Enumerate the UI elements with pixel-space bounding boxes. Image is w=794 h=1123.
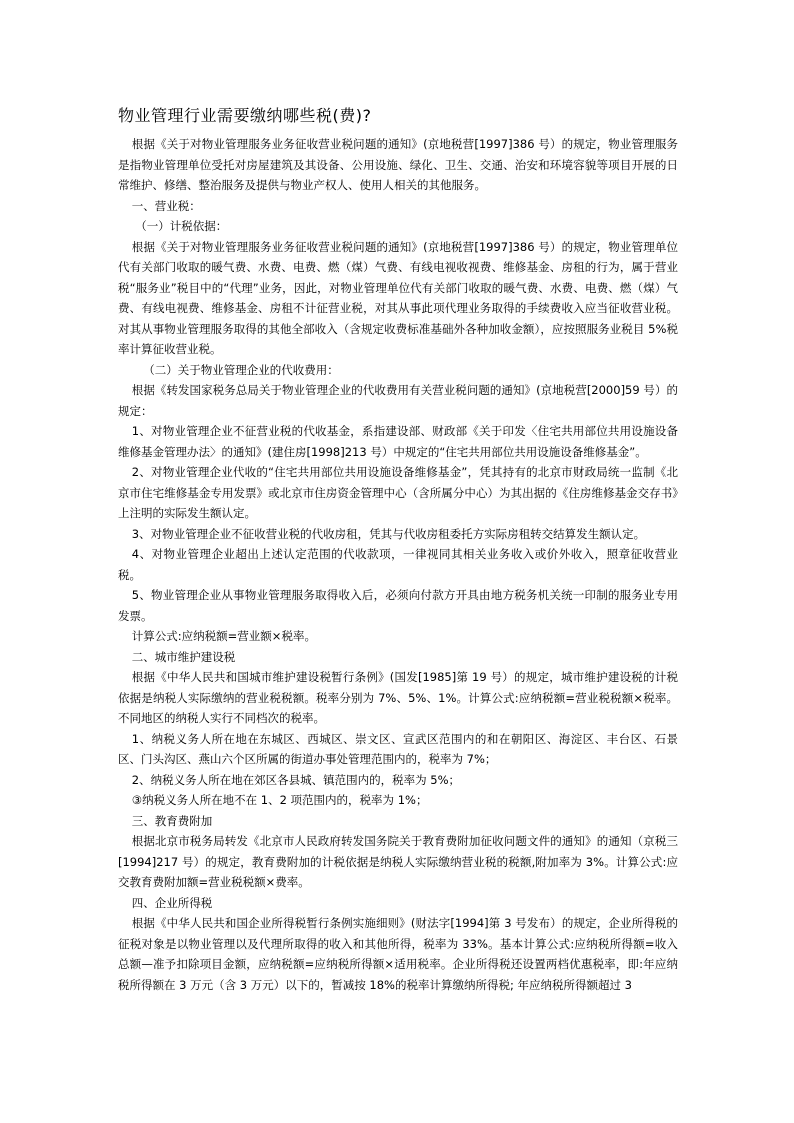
list-item: 2、纳税义务人所在地在郊区各县城、镇范围内的，税率为 5%；	[131, 772, 461, 787]
section-heading-business-tax: 一、营业税：	[131, 198, 201, 213]
subsection-heading-tax-basis: （一）计税依据：	[135, 219, 228, 233]
paragraph-urban-construction-tax: 根据《中华人民共和国城市维护建设税暂行条例》(国发[1985]第 19 号）的规定，城市维护建设税的计税依据是纳税人实际缴纳的营业税税额。税率分别为 7%、5%、1%。计算公式:应纳税额=营业税税额×税率。不同地区的纳税人实行不同档次的税率。	[118, 670, 678, 725]
paragraph-intro: 根据《关于对物业管理服务业务征收营业税问题的通知》(京地税营[1997]386 号）的规定，物业管理服务是指物业管理单位受托对房屋建筑及其设备、公用设施、绿化、卫生、交通、治安和环境容貌等项目开展的日常维护、修缮、整治服务及提供与物业产权人、使用人相关的其他服务。	[118, 137, 678, 192]
list-item: 1、纳税义务人所在地在东城区、西城区、崇文区、宣武区范围内的和在朝阳区、海淀区、丰台区、石景区、门头沟区、燕山六个区所属的街道办事处管理范围内的，税率为 7%；	[118, 731, 678, 766]
section-heading-income-tax: 四、企业所得税	[131, 895, 213, 910]
paragraph-collected-fees: 根据《转发国家税务总局关于物业管理企业的代收费用有关营业税问题的通知》(京地税营[2000]59 号）的规定：	[118, 383, 678, 418]
document-body	[118, 134, 678, 995]
list-item: 5、物业管理企业从事物业管理服务取得收入后，必须向付款方开具由地方税务机关统一印制的服务业专用发票。	[118, 588, 678, 623]
section-heading-urban-construction-tax: 二、城市维护建设税	[131, 649, 236, 664]
page-title: 物业管理行业需要缴纳哪些税(费)?	[118, 106, 372, 125]
formula-business-tax: 计算公式:应纳税额=营业额×税率。	[131, 629, 316, 643]
list-item: 2、对物业管理企业代收的“住宅共用部位共用设施设备维修基金”，凭其持有的北京市财政局统一监制《北京市住宅维修基金专用发票》或北京市住房资金管理中心（含所属分中心）为其出据的《住房维修基金交存书》上注明的实际发生额认定。	[118, 465, 678, 520]
paragraph-tax-basis: 根据《关于对物业管理服务业务征收营业税问题的通知》(京地税营[1997]386 号）的规定，物业管理单位代有关部门收取的暖气费、水费、电费、燃（煤）气费、有线电视收视费、维修基金、房租的行为，属于营业税“服务业”税目中的“代理”业务，因此，对物业管理单位代有关部门收取的暖气费、水费、电费、燃（煤）气费、有线电视费、维修基金、房租不计征营业税，对其从事此项代理业务取得的手续费收入应当征收营业税。对其从事物业管理服务取得的其他全部收入（含规定收费标准基础外各种加收金额），应按照服务业税目 5%税率计算征收营业税。	[118, 239, 678, 356]
section-heading-education-surcharge: 三、教育费附加	[131, 813, 213, 828]
list-item: 4、对物业管理企业超出上述认定范围的代收款项，一律视同其相关业务收入或价外收入，照章征收营业税。	[118, 547, 678, 582]
list-item: ③纳税义务人所在地不在 1、2 项范围内的，税率为 1%；	[131, 793, 428, 807]
subsection-heading-collected-fees: （二）关于物业管理企业的代收费用：	[143, 362, 339, 377]
paragraph-education-surcharge: 根据北京市税务局转发《北京市人民政府转发国务院关于教育费附加征收问题文件的通知》的通知（京税三[1994]217 号）的规定，教育费附加的计税依据是纳税人实际缴纳营业税的税额,附加率为 3%。计算公式:应交教育费附加额=营业税税额×费率。	[118, 834, 678, 889]
list-item: 3、对物业管理企业不征收营业税的代收房租，凭其与代收房租委托方实际房租转交结算发生额认定。	[131, 526, 646, 541]
paragraph-income-tax: 根据《中华人民共和国企业所得税暂行条例实施细则》(财法字[1994]第 3 号发布）的规定，企业所得税的征税对象是以物业管理以及代理所取得的收入和其他所得，税率为 33%。基本计算公式:应纳税所得额=收入总额—准予扣除项目金额，应纳税额=应纳税所得额×适用税率。企业所得税还设置两档优惠税率，即:年应纳税所得额在 3 万元（含 3 万元）以下的，暂减按 18%的税率计算缴纳所得税; 年应纳税所得额超过 3	[118, 916, 678, 992]
list-item: 1、对物业管理企业不征营业税的代收基金，系指建设部、财政部《关于印发〈住宅共用部位共用设施设备维修基金管理办法〉的通知》(建住房[1998]213 号）中规定的“住宅共用部位共用设施设备维修基金”。	[118, 424, 678, 459]
